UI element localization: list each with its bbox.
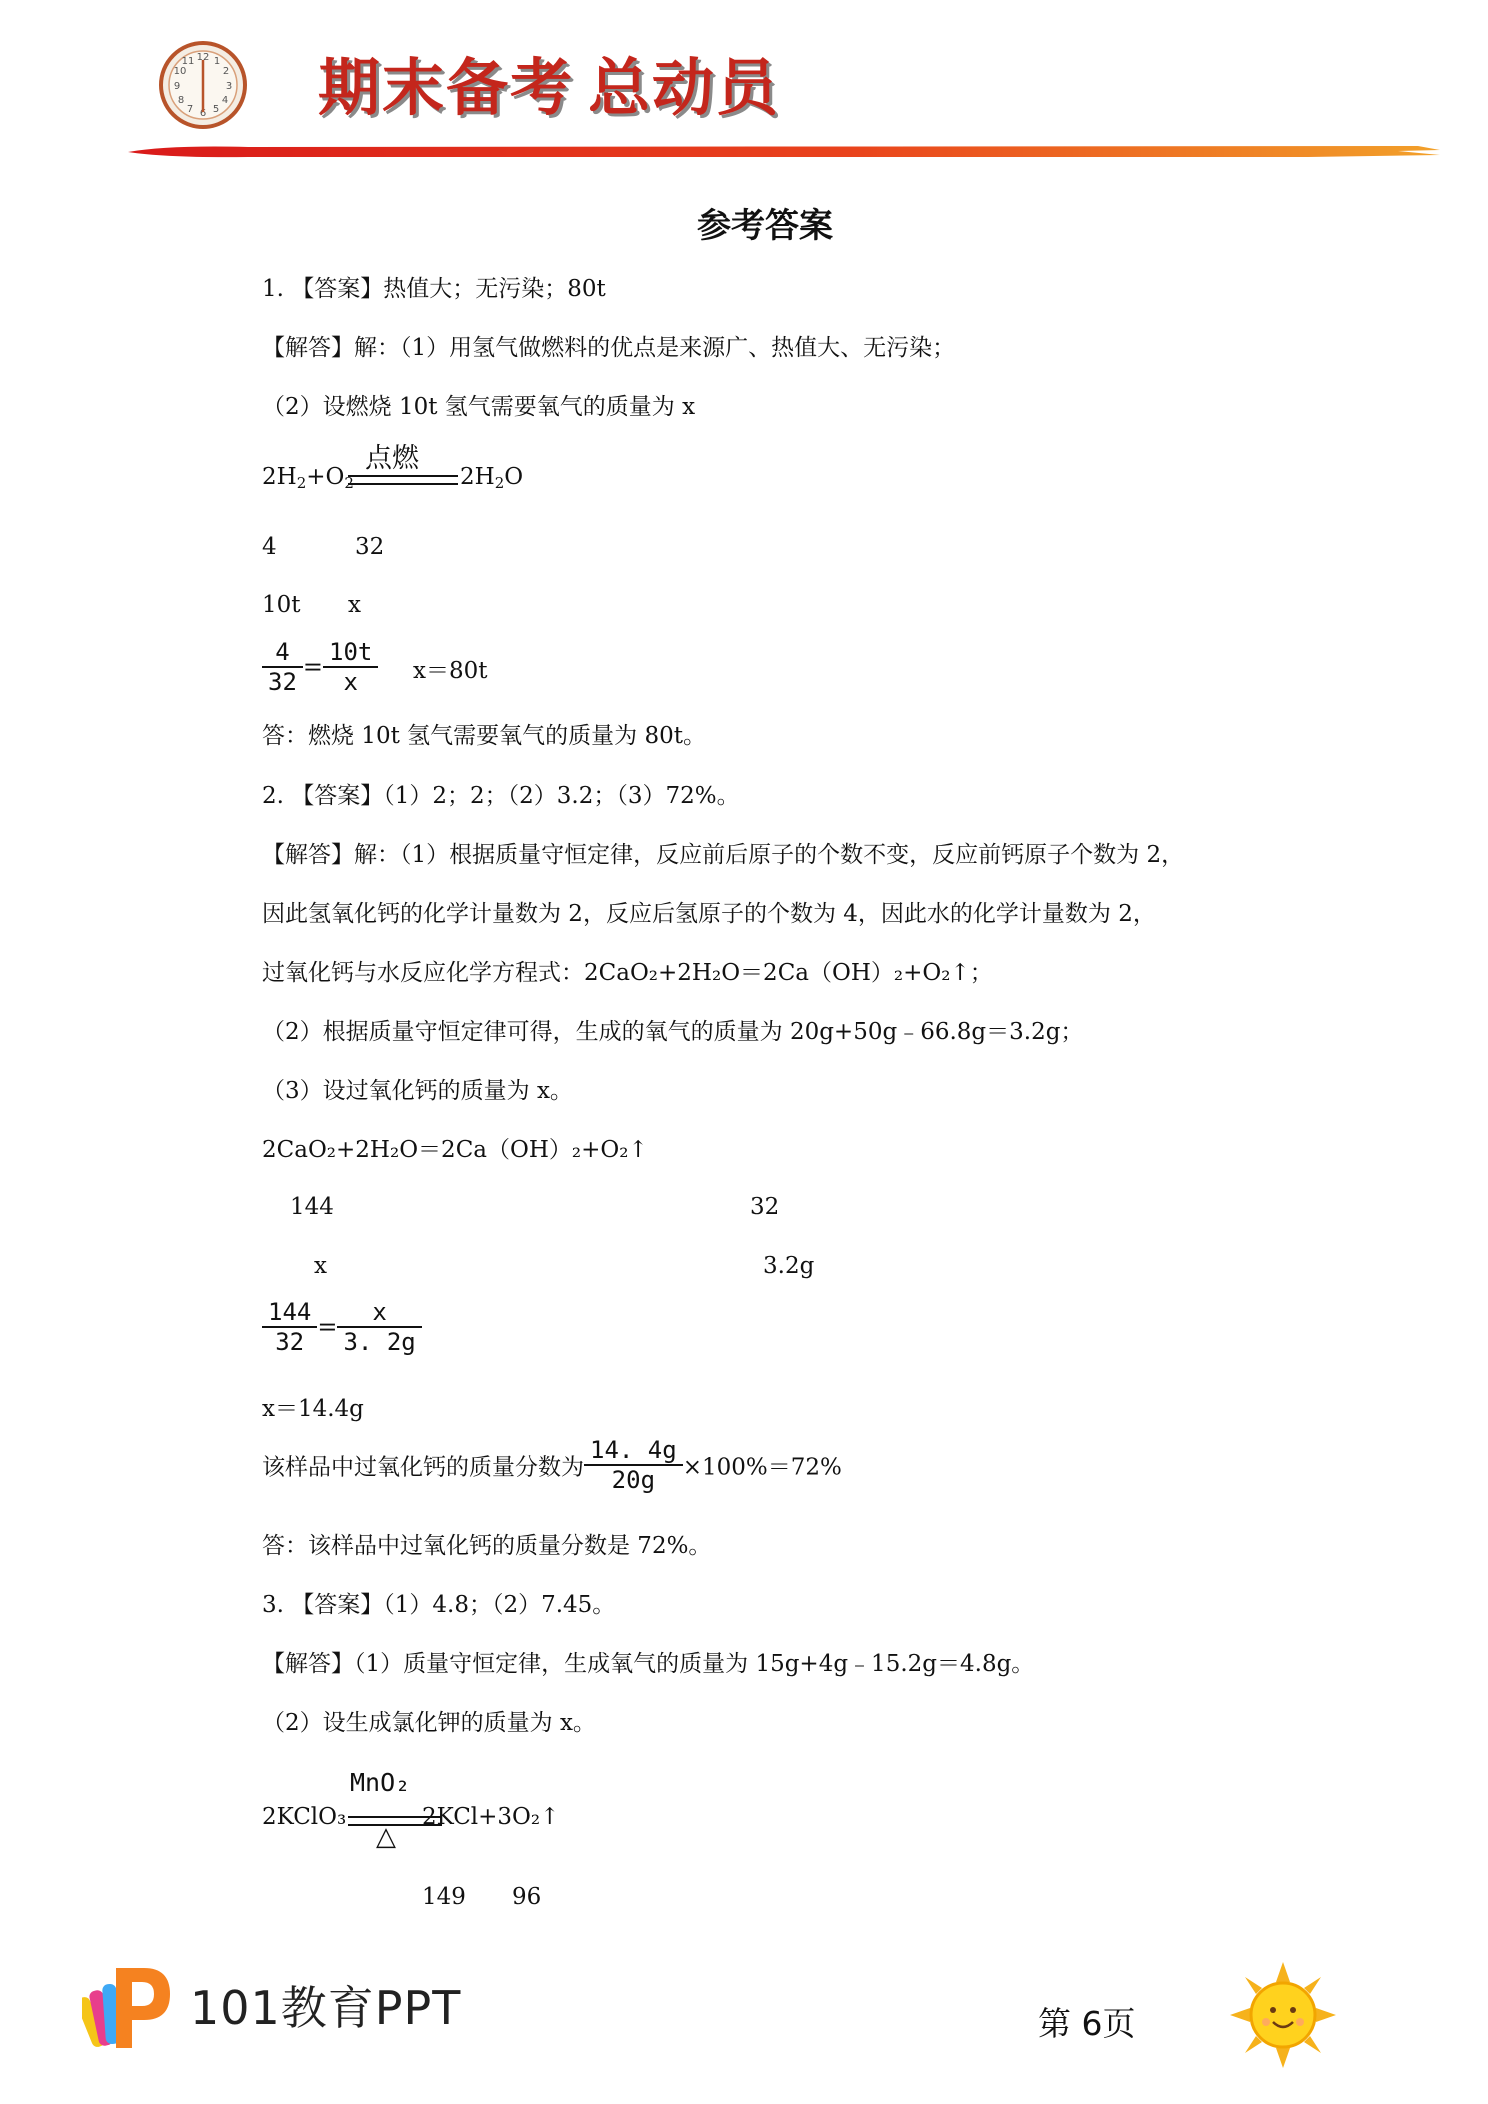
svg-text:11: 11 (181, 56, 195, 67)
q1-proportion: $\frac{4}{32}$ = $\frac{10t}{x}$ (262, 638, 378, 696)
q2-mass1: 144 (290, 1194, 334, 1220)
q1-step2: （2）设燃烧 10t 氢气需要氧气的质量为 x (262, 394, 696, 420)
q2-var2: 3.2g (763, 1253, 815, 1279)
svg-text:10: 10 (173, 66, 187, 77)
q3-step2: （2）设生成氯化钾的质量为 x。 (262, 1710, 596, 1736)
svg-text:6: 6 (199, 108, 207, 119)
q1-analysis: 【解答】解：（1）用氢气做燃料的优点是来源广、热值大、无污染； (262, 335, 956, 361)
q2-equation: 2CaO₂+2H₂O＝2Ca（OH）₂+O₂↑ (262, 1137, 648, 1163)
q2-answer: 2. 【答案】（1）2；2；（2）3.2；（3）72%。 (262, 783, 740, 809)
q1-var1: 10t (262, 592, 301, 618)
q3-mass2: 96 (512, 1884, 542, 1910)
q3-analysis1: 【解答】（1）质量守恒定律，生成氧气的质量为 15g+4g﹣15.2g＝4.8g。 (262, 1651, 1035, 1677)
q1-conclusion: 答：燃烧 10t 氢气需要氧气的质量为 80t。 (262, 723, 706, 749)
svg-text:5: 5 (212, 104, 220, 115)
q2-analysis2: 因此氢氧化钙的化学计量数为 2，反应后氢原子的个数为 4，因此水的化学计量数为 2， (262, 901, 1156, 927)
q2-var1: x (314, 1253, 327, 1279)
header-divider (128, 143, 1440, 161)
header-title-part1: 期末备考 (318, 51, 575, 124)
q2-mass2: 32 (750, 1194, 780, 1220)
svg-text:4: 4 (221, 95, 229, 106)
heat-symbol: △ (376, 1822, 396, 1852)
q3-mass1: 149 (422, 1884, 466, 1910)
q1-mass2: 32 (355, 534, 385, 560)
q1-var2: x (348, 592, 361, 618)
brand-logo-icon (82, 1962, 174, 2054)
q1-answer: 1. 【答案】热值大；无污染；80t (262, 276, 606, 302)
sun-icon (1228, 1960, 1338, 2070)
q2-proportion: $\frac{144}{32}$ = $\frac{x}{3. 2g}$ (262, 1298, 422, 1356)
q3-equation: 2KClO₃ MnO₂ △ 2KCl+3O₂↑ (262, 1768, 560, 1852)
q3-answer: 3. 【答案】（1）4.8；（2）7.45。 (262, 1592, 616, 1618)
q2-percentage: 该样品中过氧化钙的质量分数为 $\frac{14. 4g}{20g}$ ×100%＝72% (262, 1436, 842, 1494)
svg-text:2: 2 (222, 66, 230, 77)
svg-text:12: 12 (196, 52, 210, 63)
svg-text:9: 9 (173, 81, 181, 92)
reaction-condition: 点燃 (365, 443, 419, 474)
q2-analysis1: 【解答】解：（1）根据质量守恒定律，反应前后原子的个数不变，反应前钙原子个数为 2， (262, 842, 1185, 868)
q2-result: x＝14.4g (262, 1396, 364, 1422)
svg-text:8: 8 (177, 95, 185, 106)
q1-result: x＝80t (413, 658, 488, 684)
q2-analysis3: 过氧化钙与水反应化学方程式：2CaO₂+2H₂O＝2Ca（OH）₂+O₂↑； (262, 960, 993, 986)
catalyst-label: MnO₂ (350, 1768, 411, 1797)
page-number: 第 6页 (1038, 2004, 1136, 2043)
svg-text:7: 7 (186, 104, 194, 115)
q1-mass1: 4 (262, 534, 277, 560)
q2-step3: （3）设过氧化钙的质量为 x。 (262, 1078, 573, 1104)
q2-conclusion: 答：该样品中过氧化钙的质量分数是 72%。 (262, 1533, 712, 1559)
header-title-part2: 总动员 (588, 51, 781, 124)
q2-analysis4: （2）根据质量守恒定律可得，生成的氧气的质量为 20g+50g﹣66.8g＝3.2g； (262, 1019, 1084, 1045)
svg-text:3: 3 (225, 81, 233, 92)
svg-text:1: 1 (213, 56, 221, 67)
brand-name: 101教育PPT (190, 1981, 462, 2035)
clock-icon (158, 40, 248, 130)
page-title: 参考答案 (697, 206, 833, 246)
